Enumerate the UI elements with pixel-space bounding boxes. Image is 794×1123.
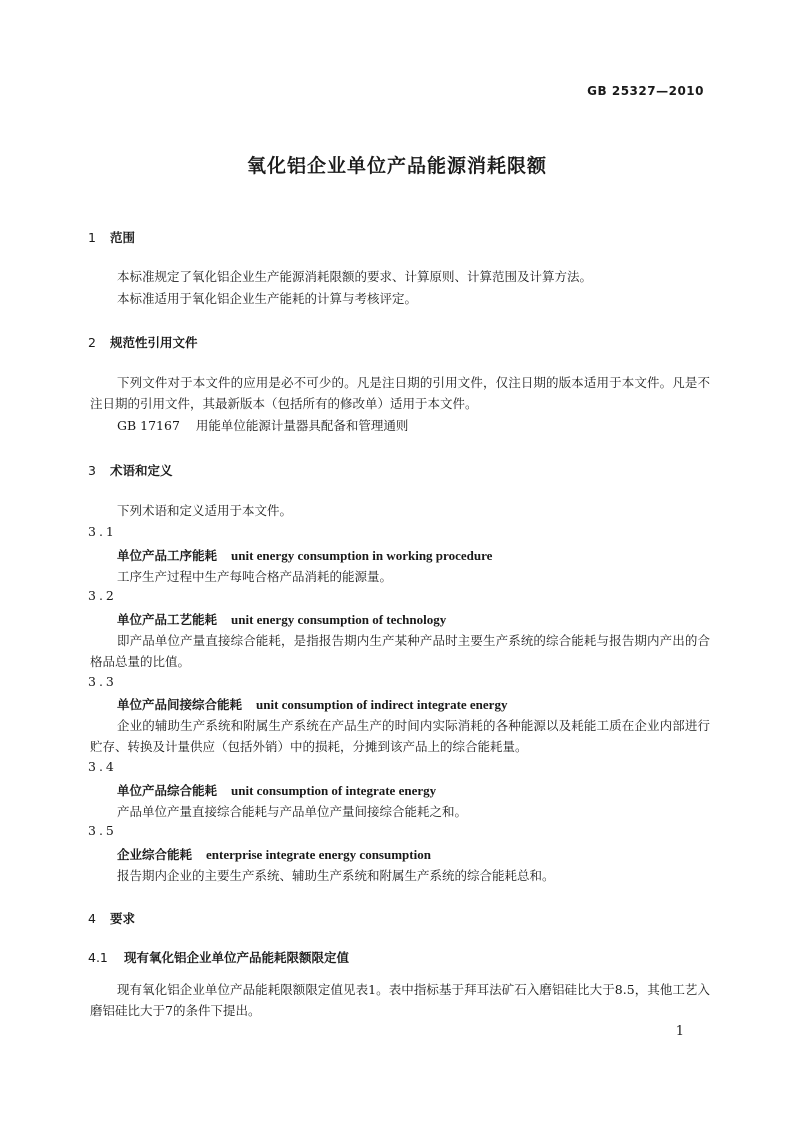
reference-title: 用能单位能源计量器具配备和管理通则 [195, 418, 409, 433]
section-title: 术语和定义 [110, 463, 173, 478]
page-number: 1 [675, 1024, 684, 1039]
standard-number: GB 25327—2010 [587, 84, 704, 98]
term-entry [117, 781, 436, 799]
paragraph: 本标准适用于氧化铝企业生产能耗的计算与考核评定。 [117, 291, 418, 306]
section-3-heading [88, 461, 173, 479]
term-entry [117, 610, 446, 628]
term-chinese: 单位产品综合能耗 [117, 783, 218, 798]
document-title: 氧化铝企业单位产品能源消耗限额 [246, 155, 547, 177]
section-4-heading [88, 909, 135, 927]
term-entry [117, 845, 431, 863]
paragraph: 本标准规定了氧化铝企业生产能源消耗限额的要求、计算原则、计算范围及计算方法。 [117, 269, 593, 284]
term-entry [117, 695, 507, 713]
term-chinese: 企业综合能耗 [117, 847, 193, 862]
term-english: enterprise integrate energy consumption [206, 847, 431, 862]
section-title: 规范性引用文件 [110, 335, 198, 350]
term-english: unit energy consumption of technology [231, 612, 447, 627]
clause-number: 3.3 [88, 674, 117, 689]
reference-code: GB 17167 [117, 418, 180, 433]
subsection-number: 4.1 [88, 950, 108, 965]
section-number: 1 [88, 230, 96, 245]
section-title: 范围 [110, 230, 136, 245]
term-chinese: 单位产品工艺能耗 [117, 612, 218, 627]
clause-number: 3.1 [88, 524, 117, 539]
subsection-title: 现有氧化铝企业单位产品能耗限额限定值 [124, 950, 350, 965]
section-number: 4 [88, 911, 96, 926]
term-english: unit consumption of indirect integrate energy [256, 697, 508, 712]
paragraph: 现有氧化铝企业单位产品能耗限额限定值见表1。表中指标基于拜耳法矿石入磨铝硅比大于8.5，其他工艺入磨铝硅比大于7的条件下提出。 [90, 982, 710, 1018]
subsection-4-1-heading [88, 948, 349, 966]
term-definition: 报告期内企业的主要生产系统、辅助生产系统和附属生产系统的综合能耗总和。 [117, 868, 555, 883]
term-english: unit consumption of integrate energy [231, 783, 437, 798]
clause-number: 3.5 [88, 823, 117, 838]
section-number: 3 [88, 463, 96, 478]
term-chinese: 单位产品间接综合能耗 [117, 697, 243, 712]
normative-reference [117, 416, 408, 434]
term-definition: 产品单位产量直接综合能耗与产品单位产量间接综合能耗之和。 [117, 804, 468, 819]
section-1-heading [88, 228, 135, 246]
paragraph: 下列术语和定义适用于本文件。 [117, 503, 293, 518]
section-2-heading [88, 333, 198, 351]
clause-number: 3.2 [88, 588, 117, 603]
term-definition: 企业的辅助生产系统和附属生产系统在产品生产的时间内实际消耗的各种能源以及耗能工质在企业内部进行贮存、转换及计量供应（包括外销）中的损耗，分摊到该产品上的综合能耗量。 [90, 718, 710, 754]
term-definition: 工序生产过程中生产每吨合格产品消耗的能源量。 [117, 569, 393, 584]
term-chinese: 单位产品工序能耗 [117, 548, 218, 563]
term-definition: 即产品单位产量直接综合能耗，是指报告期内生产某种产品时主要生产系统的综合能耗与报告期内产出的合格品总量的比值。 [90, 633, 710, 669]
term-entry [117, 546, 492, 564]
section-number: 2 [88, 335, 96, 350]
term-english: unit energy consumption in working procedure [231, 548, 493, 563]
paragraph: 下列文件对于本文件的应用是必不可少的。凡是注日期的引用文件，仅注日期的版本适用于本文件。凡是不注日期的引用文件，其最新版本（包括所有的修改单）适用于本文件。 [90, 375, 710, 411]
clause-number: 3.4 [88, 759, 117, 774]
section-title: 要求 [110, 911, 136, 926]
